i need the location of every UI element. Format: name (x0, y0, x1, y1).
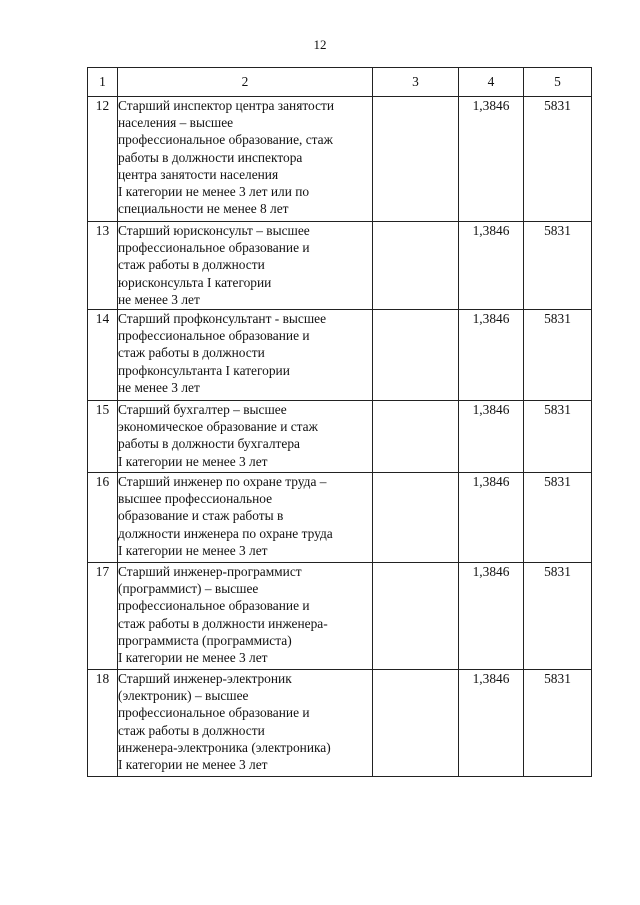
coefficient-cell: 1,3846 (459, 401, 524, 473)
coefficient-cell: 1,3846 (459, 310, 524, 401)
position-description: Старший юрисконсульт – высшее профессиональное образование и стаж работы в должности юрисконсульта I категории не менее 3 лет (118, 222, 373, 310)
table-row (88, 310, 592, 401)
amount-cell: 5831 (524, 670, 592, 777)
column-header-3: 3 (373, 68, 459, 97)
table-row (88, 401, 592, 473)
column-3-cell (373, 563, 459, 670)
row-number: 15 (88, 401, 118, 473)
position-description: Старший инженер-программист (программист) – высшее профессиональное образование и стаж работы в должности инженера- программиста (программиста) I категории не менее 3 лет (118, 563, 373, 670)
column-header-1: 1 (88, 68, 118, 97)
amount-cell: 5831 (524, 310, 592, 401)
amount-cell: 5831 (524, 401, 592, 473)
row-number: 14 (88, 310, 118, 401)
column-3-cell (373, 310, 459, 401)
column-3-cell (373, 222, 459, 310)
position-description: Старший профконсультант - высшее профессиональное образование и стаж работы в должности профконсультанта I категории не менее 3 лет (118, 310, 373, 401)
coefficient-cell: 1,3846 (459, 670, 524, 777)
row-number: 13 (88, 222, 118, 310)
amount-cell: 5831 (524, 97, 592, 222)
positions-table (87, 67, 592, 777)
row-number: 12 (88, 97, 118, 222)
table-row (88, 97, 592, 222)
position-description: Старший бухгалтер – высшее экономическое образование и стаж работы в должности бухгалтера I категории не менее 3 лет (118, 401, 373, 473)
table-row (88, 670, 592, 777)
table-row (88, 473, 592, 563)
table-row (88, 563, 592, 670)
page-number: 12 (313, 37, 327, 52)
table-header-row (88, 68, 592, 97)
row-number: 18 (88, 670, 118, 777)
column-header-5: 5 (524, 68, 592, 97)
position-description: Старший инспектор центра занятости населения – высшее профессиональное образование, стаж работы в должности инспектора центра занятости населения I категории не менее 3 лет или по специальности не менее 8 лет (118, 97, 373, 222)
coefficient-cell: 1,3846 (459, 97, 524, 222)
coefficient-cell: 1,3846 (459, 563, 524, 670)
column-header-2: 2 (118, 68, 373, 97)
amount-cell: 5831 (524, 473, 592, 563)
column-3-cell (373, 473, 459, 563)
position-description: Старший инженер-электроник (электроник) – высшее профессиональное образование и стаж работы в должности инженера-электроника (электроника) I категории не менее 3 лет (118, 670, 373, 777)
table-row (88, 222, 592, 310)
coefficient-cell: 1,3846 (459, 222, 524, 310)
amount-cell: 5831 (524, 222, 592, 310)
position-description: Старший инженер по охране труда – высшее профессиональное образование и стаж работы в должности инженера по охране труда I категории не менее 3 лет (118, 473, 373, 563)
column-3-cell (373, 670, 459, 777)
row-number: 17 (88, 563, 118, 670)
row-number: 16 (88, 473, 118, 563)
amount-cell: 5831 (524, 563, 592, 670)
column-3-cell (373, 97, 459, 222)
column-3-cell (373, 401, 459, 473)
coefficient-cell: 1,3846 (459, 473, 524, 563)
column-header-4: 4 (459, 68, 524, 97)
